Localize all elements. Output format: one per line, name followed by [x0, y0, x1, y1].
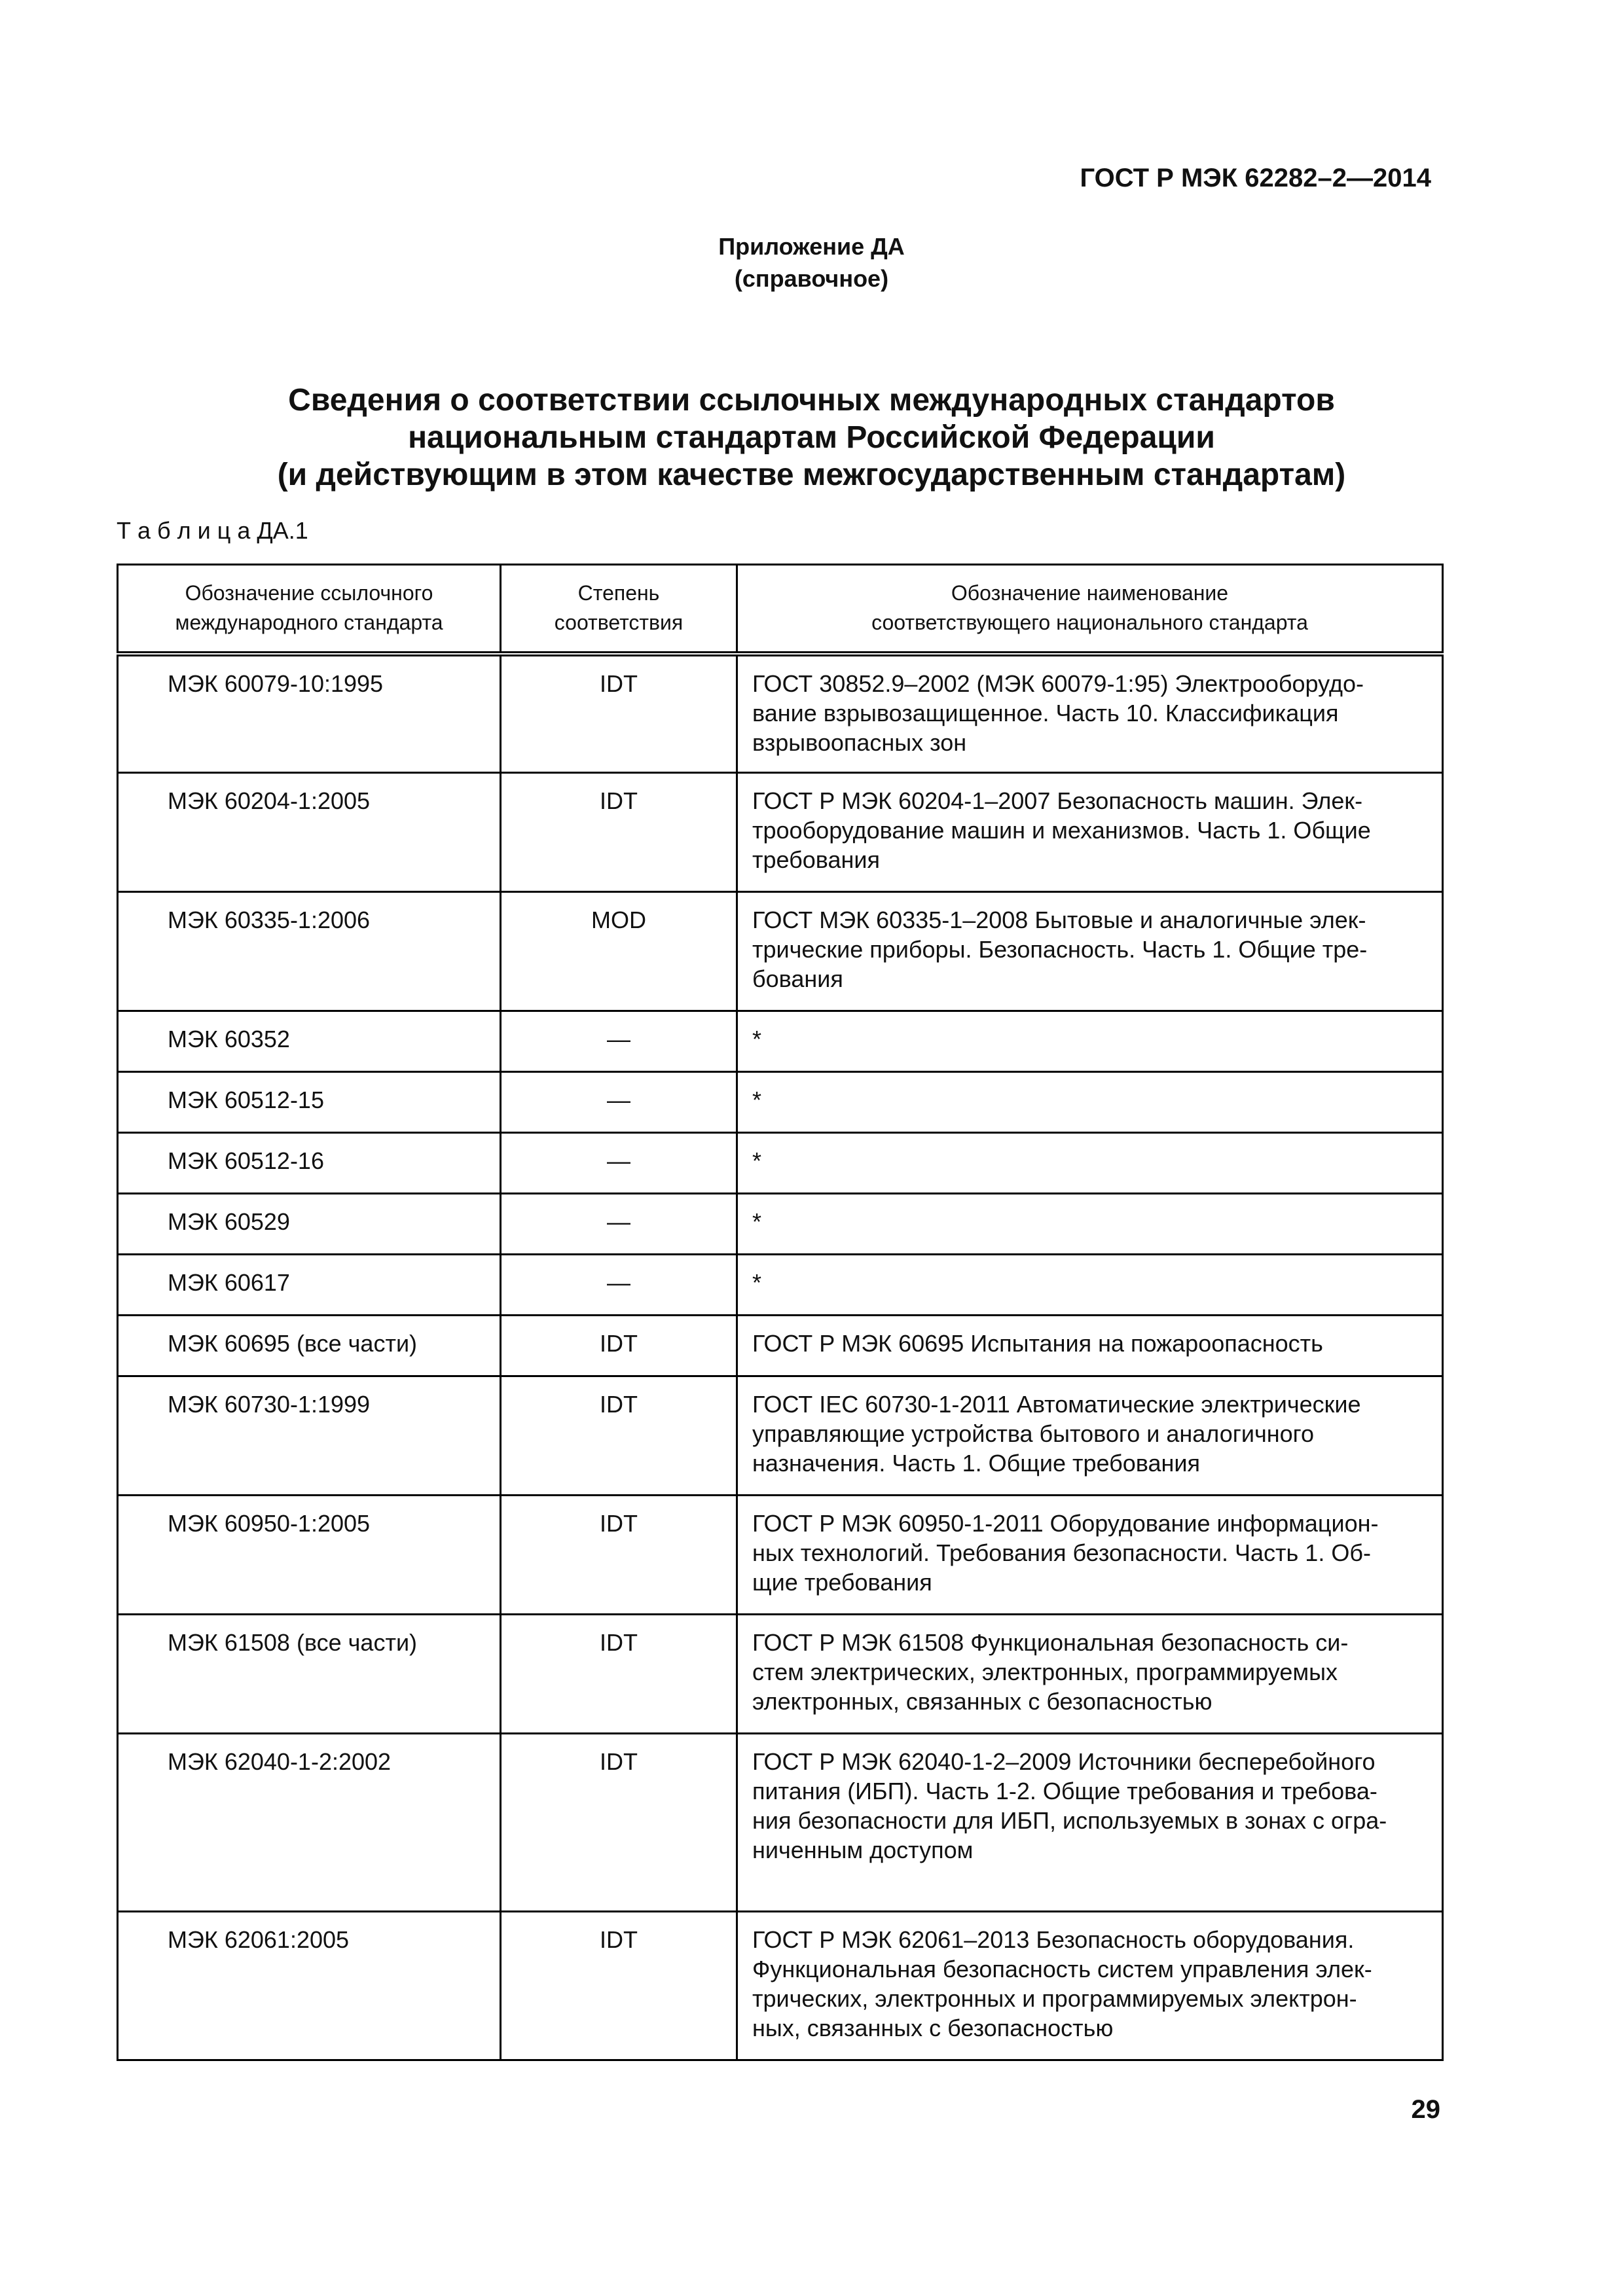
cell-degree: — [501, 1255, 737, 1316]
cell-line: ГОСТ IEC 60730-1-2011 Автоматические электрические [752, 1391, 1361, 1418]
cell-degree: IDT [501, 1615, 737, 1734]
table-row [118, 1734, 1443, 1912]
column-header-national-standard [737, 565, 1443, 654]
cell-line: Функциональная безопасность систем управления элек- [752, 1956, 1372, 1982]
table-header-row [118, 565, 1443, 654]
cell-line: вание взрывозащищенное. Часть 10. Классификация [752, 699, 1339, 726]
cell-line: трические приборы. Безопасность. Часть 1. Общие тре- [752, 936, 1368, 963]
cell-line: взрывоопасных зон [752, 728, 967, 756]
cell-line: питания (ИБП). Часть 1-2. Общие требования и требова- [752, 1778, 1377, 1804]
cell-line: электронных, связанных с безопасностью [752, 1688, 1213, 1715]
cell-national-standard [737, 1734, 1443, 1912]
table-row [118, 1194, 1443, 1255]
table-row [118, 1255, 1443, 1316]
header-line: соответствующего национального стандарта [871, 611, 1308, 635]
cell-degree: MOD [501, 892, 737, 1011]
cell-national-standard [737, 1133, 1443, 1194]
cell-line: * [752, 1026, 762, 1052]
appendix-type: (справочное) [734, 265, 889, 292]
cell-line: ниченным доступом [752, 1837, 974, 1863]
table-row [118, 1011, 1443, 1072]
cell-line: ГОСТ Р МЭК 60950-1-2011 Оборудование информацион- [752, 1510, 1379, 1537]
standards-table [117, 564, 1444, 2061]
cell-line: ГОСТ Р МЭК 60695 Испытания на пожароопасность [752, 1330, 1323, 1357]
title-line: национальным стандартам Российской Федерации [408, 420, 1215, 455]
cell-line: управляющие устройства бытового и аналогичного [752, 1420, 1314, 1447]
cell-degree: — [501, 1194, 737, 1255]
document-code: ГОСТ Р МЭК 62282–2—2014 [1080, 164, 1431, 192]
cell-national-standard [737, 1615, 1443, 1734]
cell-national-standard [737, 1255, 1443, 1316]
cell-standard: МЭК 60730-1:1999 [118, 1376, 501, 1496]
cell-line: стем электрических, электронных, программируемых [752, 1659, 1338, 1685]
table-row [118, 1133, 1443, 1194]
cell-standard: МЭК 62040-1-2:2002 [118, 1734, 501, 1912]
cell-line: трических, электронных и программируемых электрон- [752, 1985, 1357, 2012]
cell-line: * [752, 1269, 762, 1296]
cell-degree: — [501, 1011, 737, 1072]
cell-national-standard [737, 1072, 1443, 1133]
header-line: Степень [577, 581, 660, 605]
cell-line: требования [752, 846, 880, 873]
cell-standard: МЭК 60352 [118, 1011, 501, 1072]
page-title [0, 382, 1623, 493]
table-row [118, 1376, 1443, 1496]
cell-national-standard [737, 1496, 1443, 1615]
cell-line: ГОСТ Р МЭК 61508 Функциональная безопасность си- [752, 1629, 1349, 1656]
appendix-heading [0, 230, 1623, 295]
cell-degree: IDT [501, 1316, 737, 1376]
cell-standard: МЭК 60950-1:2005 [118, 1496, 501, 1615]
cell-national-standard [737, 654, 1443, 773]
appendix-label: Приложение ДА [718, 233, 905, 260]
cell-standard: МЭК 60204-1:2005 [118, 773, 501, 892]
cell-standard: МЭК 60079-10:1995 [118, 654, 501, 773]
cell-degree: — [501, 1133, 737, 1194]
table-row [118, 1912, 1443, 2060]
cell-line: ГОСТ Р МЭК 60204-1–2007 Безопасность машин. Элек- [752, 787, 1363, 814]
table-row [118, 1496, 1443, 1615]
cell-degree: IDT [501, 773, 737, 892]
column-header-degree [501, 565, 737, 654]
cell-national-standard [737, 1316, 1443, 1376]
cell-line: ГОСТ МЭК 60335-1–2008 Бытовые и аналогичные элек- [752, 906, 1366, 933]
column-header-international-standard [118, 565, 501, 654]
cell-national-standard [737, 1912, 1443, 2060]
header-line: международного стандарта [175, 611, 443, 635]
title-line: Сведения о соответствии ссылочных международных стандартов [288, 383, 1335, 418]
table-row [118, 773, 1443, 892]
cell-national-standard [737, 773, 1443, 892]
cell-line: ГОСТ Р МЭК 62061–2013 Безопасность оборудования. [752, 1926, 1355, 1953]
cell-national-standard [737, 892, 1443, 1011]
cell-national-standard [737, 1194, 1443, 1255]
cell-standard: МЭК 60617 [118, 1255, 501, 1316]
cell-degree: IDT [501, 1734, 737, 1912]
cell-line: ных технологий. Требования безопасности. Часть 1. Об- [752, 1539, 1371, 1566]
table-row [118, 892, 1443, 1011]
header-line: Обозначение ссылочного [185, 581, 433, 605]
cell-standard: МЭК 60529 [118, 1194, 501, 1255]
header-line: соответствия [554, 611, 684, 635]
cell-degree: — [501, 1072, 737, 1133]
cell-line: ГОСТ 30852.9–2002 (МЭК 60079-1:95) Электрооборудо- [752, 670, 1364, 697]
cell-national-standard [737, 1376, 1443, 1496]
cell-degree: IDT [501, 1376, 737, 1496]
cell-standard: МЭК 60695 (все части) [118, 1316, 501, 1376]
cell-line: * [752, 1147, 762, 1174]
title-line: (и действующим в этом качестве межгосударственным стандартам) [277, 457, 1346, 492]
cell-line: * [752, 1086, 762, 1113]
table-row [118, 654, 1443, 773]
table-caption: Т а б л и ц а ДА.1 [117, 517, 308, 544]
cell-standard: МЭК 60512-15 [118, 1072, 501, 1133]
cell-degree: IDT [501, 654, 737, 773]
cell-degree: IDT [501, 1912, 737, 2060]
table-row [118, 1615, 1443, 1734]
header-line: Обозначение наименование [951, 581, 1229, 605]
cell-standard: МЭК 62061:2005 [118, 1912, 501, 2060]
table-row [118, 1316, 1443, 1376]
cell-line: назначения. Часть 1. Общие требования [752, 1450, 1201, 1477]
cell-line: ния безопасности для ИБП, используемых в зонах с огра- [752, 1807, 1387, 1834]
cell-line: * [752, 1208, 762, 1235]
cell-standard: МЭК 61508 (все части) [118, 1615, 501, 1734]
page-number: 29 [1411, 2095, 1440, 2124]
table-row [118, 1072, 1443, 1133]
cell-line: ГОСТ Р МЭК 62040-1-2–2009 Источники бесперебойного [752, 1748, 1376, 1775]
cell-line: трооборудование машин и механизмов. Часть 1. Общие [752, 817, 1371, 844]
cell-standard: МЭК 60512-16 [118, 1133, 501, 1194]
cell-national-standard [737, 1011, 1443, 1072]
cell-line: бования [752, 965, 843, 992]
cell-degree: IDT [501, 1496, 737, 1615]
cell-line: щие требования [752, 1569, 932, 1596]
cell-standard: МЭК 60335-1:2006 [118, 892, 501, 1011]
cell-line: ных, связанных с безопасностью [752, 2015, 1114, 2041]
